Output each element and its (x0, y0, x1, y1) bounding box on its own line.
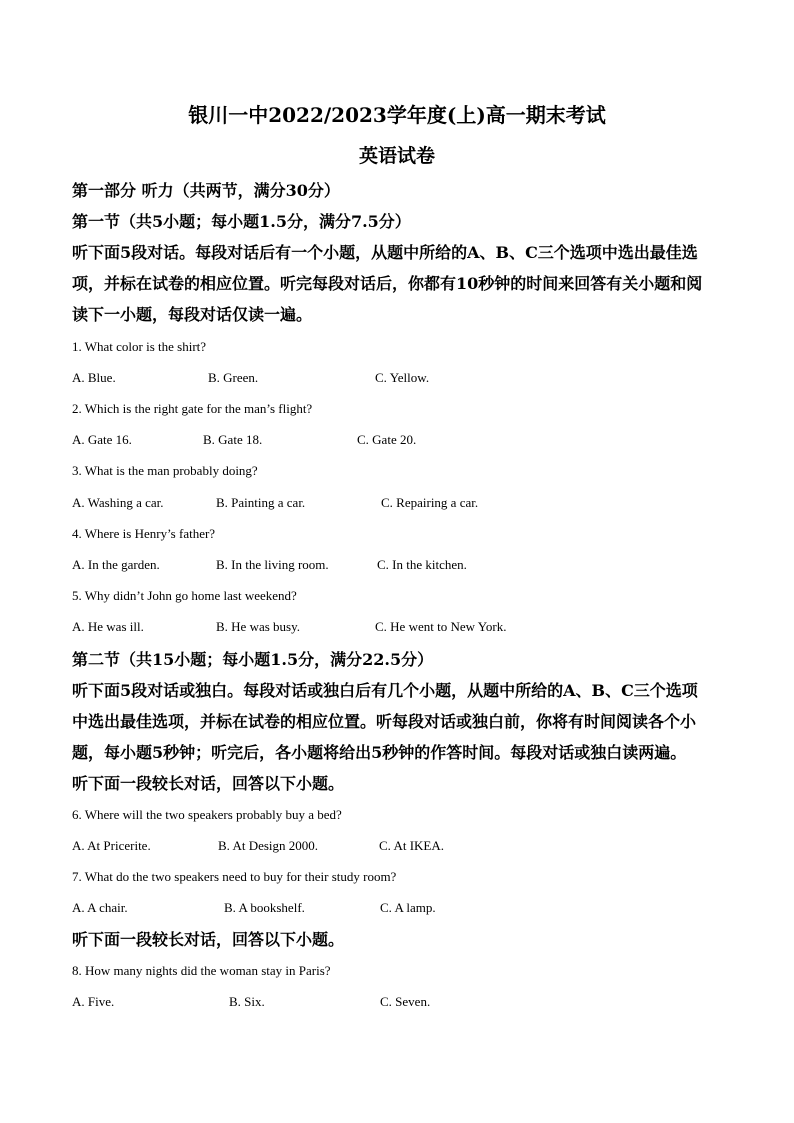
option-b: B. Six. (229, 994, 265, 1009)
option-b: B. Painting a car. (216, 495, 306, 510)
option-a: A. A chair. (72, 900, 128, 915)
option-c: C. A lamp. (380, 900, 436, 915)
exam-subtitle: 英语试卷 (358, 145, 435, 167)
section1-instruction-line: 项，并标在试卷的相应位置。听完每段对话后，你都有10秒钟的时间来回答有关小题和阅 (72, 274, 703, 293)
option-c: C. He went to New York. (375, 619, 507, 634)
part1-heading: 第一部分 听力（共两节，满分30分） (72, 181, 340, 200)
option-c: C. Repairing a car. (381, 495, 479, 510)
option-b: B. Green. (208, 370, 259, 385)
option-a: A. Gate 16. (72, 432, 132, 447)
option-b: B. He was busy. (216, 619, 301, 634)
option-c: C. In the kitchen. (377, 557, 467, 572)
dialogue-intro: 听下面一段较长对话，回答以下小题。 (72, 930, 345, 949)
option-c: C. Yellow. (375, 370, 430, 385)
section2-instruction-line: 题，每小题5秒钟；听完后，各小题将给出5秒钟的作答时间。每段对话或独白读两遍。 (72, 743, 687, 762)
question-text: 8. How many nights did the woman stay in Paris? (72, 963, 331, 978)
option-a: A. Five. (72, 994, 115, 1009)
question-text: 6. Where will the two speakers probably buy a bed? (72, 807, 342, 822)
section1-heading: 第一节（共5小题；每小题1.5分，满分7.5分） (72, 212, 411, 231)
option-a: A. At Pricerite. (72, 838, 151, 853)
question-text: 4. Where is Henry’s father? (72, 526, 216, 541)
question-text: 3. What is the man probably doing? (72, 463, 258, 478)
option-b: B. Gate 18. (203, 432, 263, 447)
option-c: C. Seven. (380, 994, 431, 1009)
question-text: 5. Why didn’t John go home last weekend? (72, 588, 297, 603)
option-b: B. A bookshelf. (224, 900, 305, 915)
option-b: B. At Design 2000. (218, 838, 319, 853)
option-a: A. He was ill. (72, 619, 144, 634)
section1-instruction-line: 读下一小题，每段对话仅读一遍。 (72, 305, 313, 324)
dialogue-intro: 听下面一段较长对话，回答以下小题。 (72, 774, 345, 793)
exam-title: 银川一中2022/2023学年度(上)高一期末考试 (188, 103, 606, 127)
option-c: C. At IKEA. (379, 838, 444, 853)
option-a: A. In the garden. (72, 557, 160, 572)
option-c: C. Gate 20. (357, 432, 417, 447)
question-text: 2. Which is the right gate for the man’s flight? (72, 401, 313, 416)
option-a: A. Washing a car. (72, 495, 164, 510)
section2-instruction-line: 中选出最佳选项，并标在试卷的相应位置。听每段对话或独白前，你将有时间阅读各个小 (72, 712, 697, 731)
section2-instruction-line: 听下面5段对话或独白。每段对话或独白后有几个小题，从题中所给的A、B、C三个选项 (72, 681, 698, 700)
option-a: A. Blue. (72, 370, 116, 385)
section1-instruction-line: 听下面5段对话。每段对话后有一个小题，从题中所给的A、B、C三个选项中选出最佳选 (72, 243, 698, 262)
option-b: B. In the living room. (216, 557, 329, 572)
question-text: 7. What do the two speakers need to buy for their study room? (72, 869, 397, 884)
question-text: 1. What color is the shirt? (72, 339, 207, 354)
section2-heading: 第二节（共15小题；每小题1.5分，满分22.5分） (72, 650, 434, 669)
